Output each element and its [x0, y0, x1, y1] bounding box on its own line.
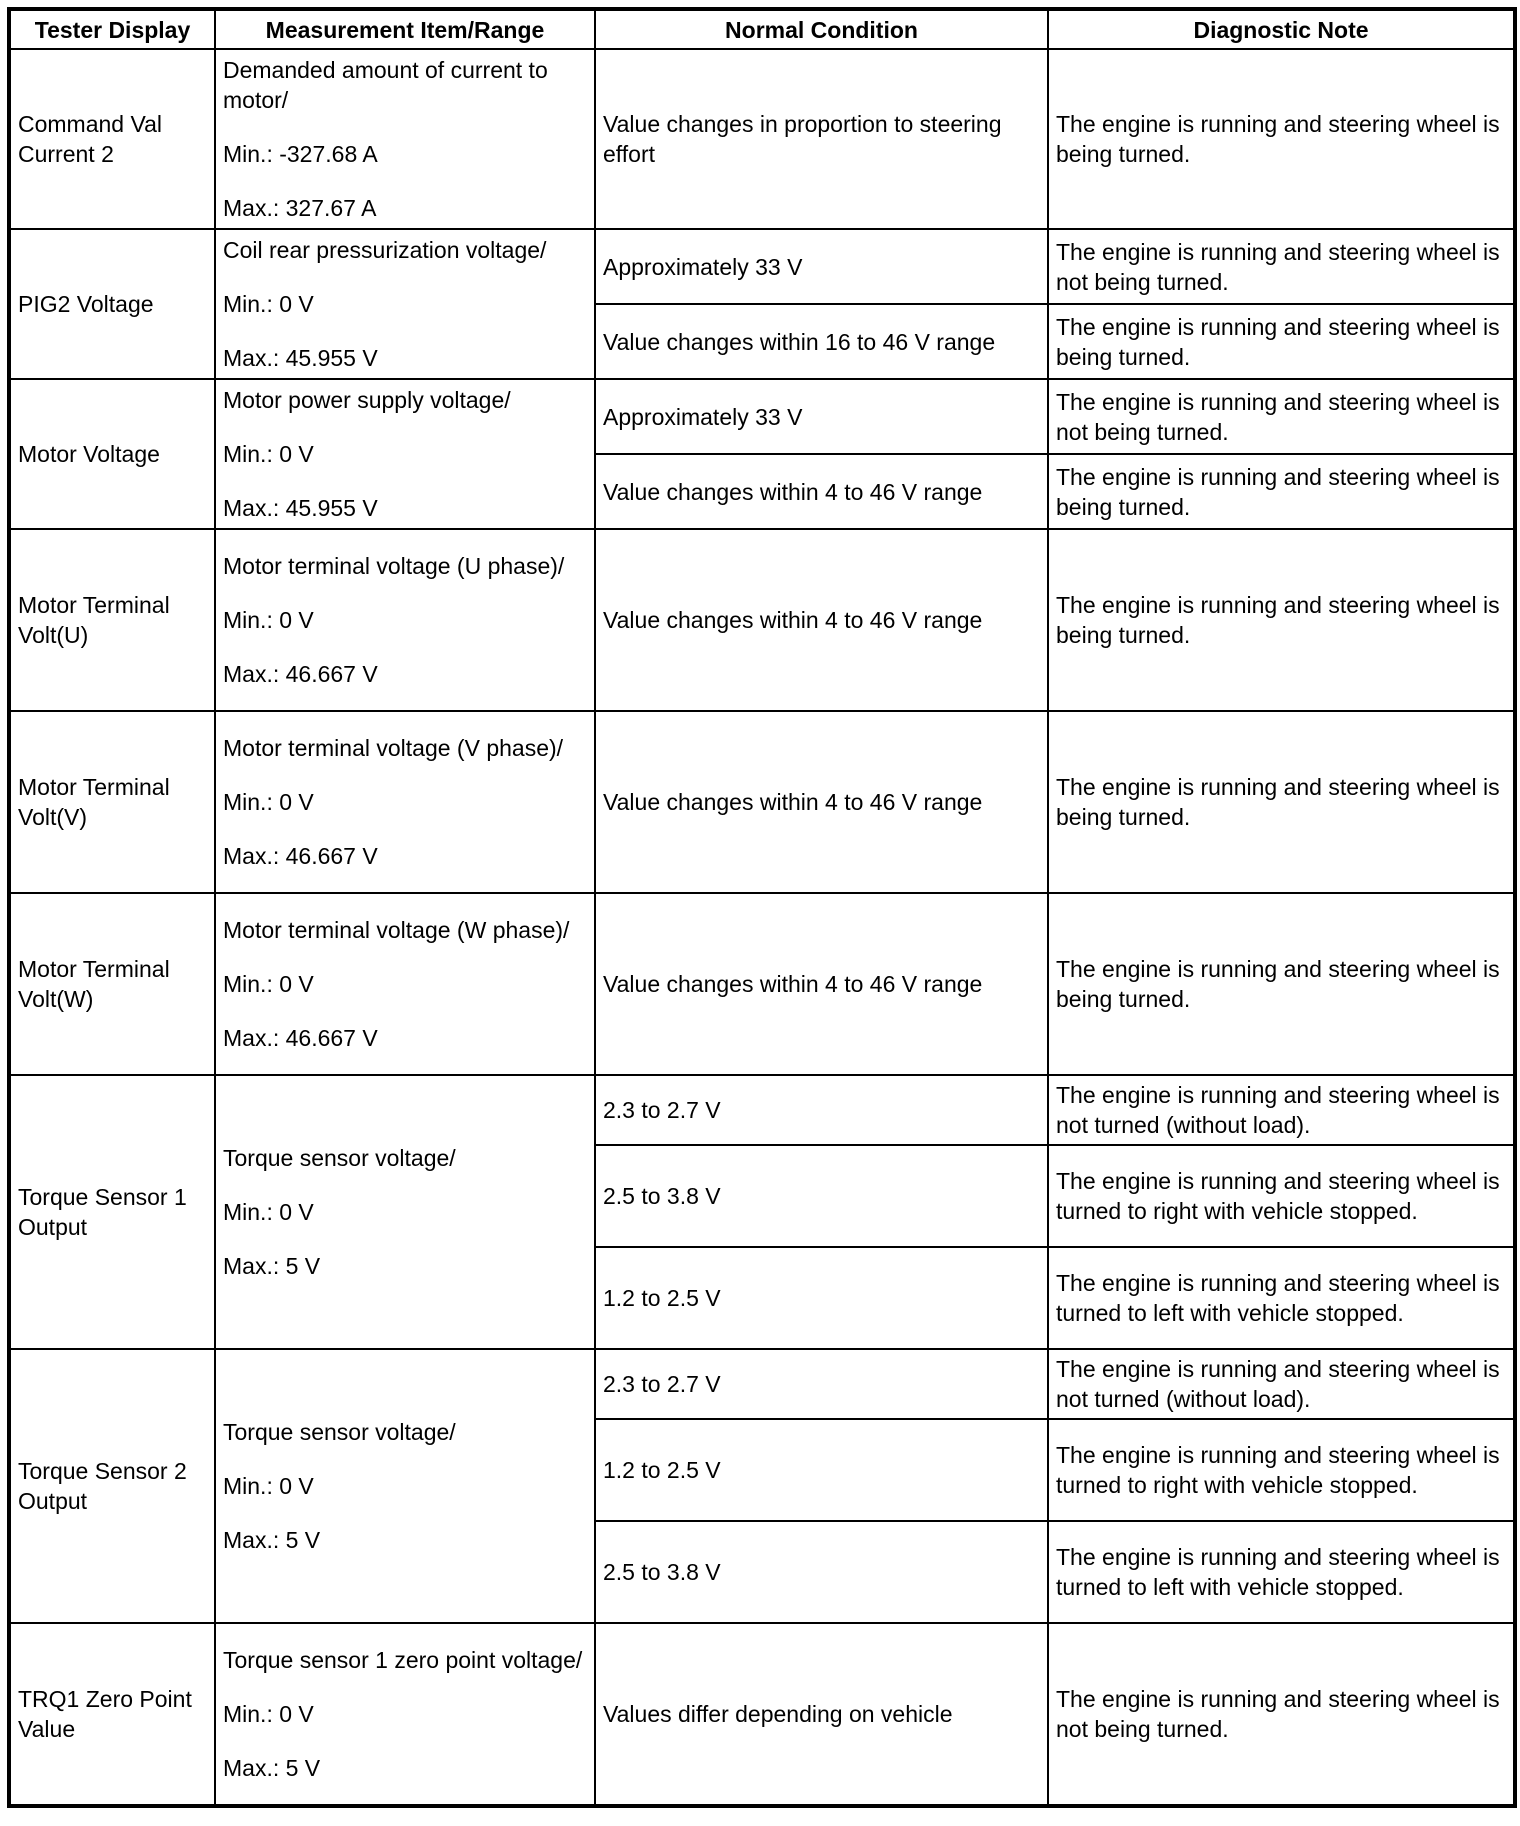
- diagnostic-note-cell: The engine is running and steering wheel is turned to right with vehicle stopped.: [1048, 1145, 1515, 1247]
- header-diagnostic-note: Diagnostic Note: [1048, 9, 1515, 49]
- measurement-item: Torque sensor 1 zero point voltage/: [223, 1647, 583, 1673]
- range-min: Min.: 0 V: [223, 789, 314, 815]
- range-max: Max.: 45.955 V: [223, 495, 378, 521]
- normal-condition-cell: Value changes within 4 to 46 V range: [595, 454, 1048, 529]
- range-max: Max.: 5 V: [223, 1527, 321, 1553]
- normal-condition-cell: 2.3 to 2.7 V: [595, 1349, 1048, 1419]
- diagnostic-note-cell: The engine is running and steering wheel is not turned (without load).: [1048, 1349, 1515, 1419]
- range-min: Min.: 0 V: [223, 441, 314, 467]
- diagnostic-note-cell: The engine is running and steering wheel is being turned.: [1048, 49, 1515, 229]
- table-row: [9, 711, 1515, 893]
- measurement-range-cell: [215, 529, 595, 711]
- range-max: Max.: 46.667 V: [223, 843, 378, 869]
- table-row: [9, 893, 1515, 1075]
- measurement-item: Motor power supply voltage/: [223, 387, 511, 413]
- data-list-table-container: [7, 7, 1513, 1808]
- diagnostic-note-cell: The engine is running and steering wheel is not being turned.: [1048, 1623, 1515, 1806]
- normal-condition-cell: Value changes in proportion to steering effort: [595, 49, 1048, 229]
- normal-condition-cell: 1.2 to 2.5 V: [595, 1419, 1048, 1521]
- range-max: Max.: 46.667 V: [223, 661, 378, 687]
- header-measurement-item-range: Measurement Item/Range: [215, 9, 595, 49]
- table-row: [9, 1349, 1515, 1419]
- range-min: Min.: -327.68 A: [223, 141, 378, 167]
- range-min: Min.: 0 V: [223, 1473, 314, 1499]
- tester-display-cell: Motor Terminal Volt(V): [9, 711, 215, 893]
- diagnostic-note-cell: The engine is running and steering wheel is turned to right with vehicle stopped.: [1048, 1419, 1515, 1521]
- range-max: Max.: 5 V: [223, 1755, 321, 1781]
- normal-condition-cell: Value changes within 4 to 46 V range: [595, 893, 1048, 1075]
- measurement-item: Demanded amount of current to motor/: [223, 57, 548, 113]
- measurement-range-cell: [215, 1623, 595, 1806]
- range-min: Min.: 0 V: [223, 971, 314, 997]
- tester-display-cell: PIG2 Voltage: [9, 229, 215, 379]
- measurement-item: Motor terminal voltage (U phase)/: [223, 553, 565, 579]
- diagnostic-note-cell: The engine is running and steering wheel is being turned.: [1048, 304, 1515, 379]
- normal-condition-cell: 2.5 to 3.8 V: [595, 1521, 1048, 1623]
- measurement-range-cell: [215, 1075, 595, 1349]
- measurement-range-cell: [215, 711, 595, 893]
- diagnostic-note-cell: The engine is running and steering wheel is turned to left with vehicle stopped.: [1048, 1247, 1515, 1349]
- measurement-item: Coil rear pressurization voltage/: [223, 237, 547, 263]
- diagnostic-note-cell: The engine is running and steering wheel is not turned (without load).: [1048, 1075, 1515, 1145]
- tester-display-cell: Motor Terminal Volt(W): [9, 893, 215, 1075]
- diagnostic-note-cell: The engine is running and steering wheel is not being turned.: [1048, 229, 1515, 304]
- normal-condition-cell: 1.2 to 2.5 V: [595, 1247, 1048, 1349]
- diagnostic-note-cell: The engine is running and steering wheel is being turned.: [1048, 529, 1515, 711]
- range-min: Min.: 0 V: [223, 607, 314, 633]
- table-row: [9, 49, 1515, 229]
- table-row: [9, 529, 1515, 711]
- range-max: Max.: 45.955 V: [223, 345, 378, 371]
- measurement-range-cell: [215, 1349, 595, 1623]
- diagnostic-note-cell: The engine is running and steering wheel is being turned.: [1048, 454, 1515, 529]
- measurement-range-cell: [215, 893, 595, 1075]
- normal-condition-cell: Value changes within 4 to 46 V range: [595, 711, 1048, 893]
- range-max: Max.: 46.667 V: [223, 1025, 378, 1051]
- measurement-item: Motor terminal voltage (V phase)/: [223, 735, 564, 761]
- diagnostic-note-cell: The engine is running and steering wheel is turned to left with vehicle stopped.: [1048, 1521, 1515, 1623]
- header-row: [9, 9, 1515, 49]
- normal-condition-cell: Approximately 33 V: [595, 229, 1048, 304]
- diagnostic-note-cell: The engine is running and steering wheel is being turned.: [1048, 711, 1515, 893]
- range-max: Max.: 327.67 A: [223, 195, 377, 221]
- normal-condition-cell: 2.3 to 2.7 V: [595, 1075, 1048, 1145]
- tester-display-cell: Motor Voltage: [9, 379, 215, 529]
- diagnostic-note-cell: The engine is running and steering wheel is not being turned.: [1048, 379, 1515, 454]
- normal-condition-cell: Values differ depending on vehicle: [595, 1623, 1048, 1806]
- table-row: [9, 229, 1515, 304]
- normal-condition-cell: Value changes within 4 to 46 V range: [595, 529, 1048, 711]
- range-min: Min.: 0 V: [223, 291, 314, 317]
- tester-display-cell: Torque Sensor 1 Output: [9, 1075, 215, 1349]
- tester-display-cell: Motor Terminal Volt(U): [9, 529, 215, 711]
- tester-display-cell: Command Val Current 2: [9, 49, 215, 229]
- header-normal-condition: Normal Condition: [595, 9, 1048, 49]
- table-row: [9, 1075, 1515, 1145]
- diagnostic-note-cell: The engine is running and steering wheel is being turned.: [1048, 893, 1515, 1075]
- measurement-item: Motor terminal voltage (W phase)/: [223, 917, 570, 943]
- measurement-range-cell: [215, 229, 595, 379]
- range-max: Max.: 5 V: [223, 1253, 321, 1279]
- range-min: Min.: 0 V: [223, 1701, 314, 1727]
- measurement-range-cell: [215, 49, 595, 229]
- measurement-item: Torque sensor voltage/: [223, 1145, 456, 1171]
- data-list-table: [7, 7, 1517, 1808]
- header-tester-display: Tester Display: [9, 9, 215, 49]
- normal-condition-cell: 2.5 to 3.8 V: [595, 1145, 1048, 1247]
- table-row: [9, 379, 1515, 454]
- measurement-item: Torque sensor voltage/: [223, 1419, 456, 1445]
- normal-condition-cell: Value changes within 16 to 46 V range: [595, 304, 1048, 379]
- normal-condition-cell: Approximately 33 V: [595, 379, 1048, 454]
- tester-display-cell: Torque Sensor 2 Output: [9, 1349, 215, 1623]
- tester-display-cell: TRQ1 Zero Point Value: [9, 1623, 215, 1806]
- range-min: Min.: 0 V: [223, 1199, 314, 1225]
- measurement-range-cell: [215, 379, 595, 529]
- table-row: [9, 1623, 1515, 1806]
